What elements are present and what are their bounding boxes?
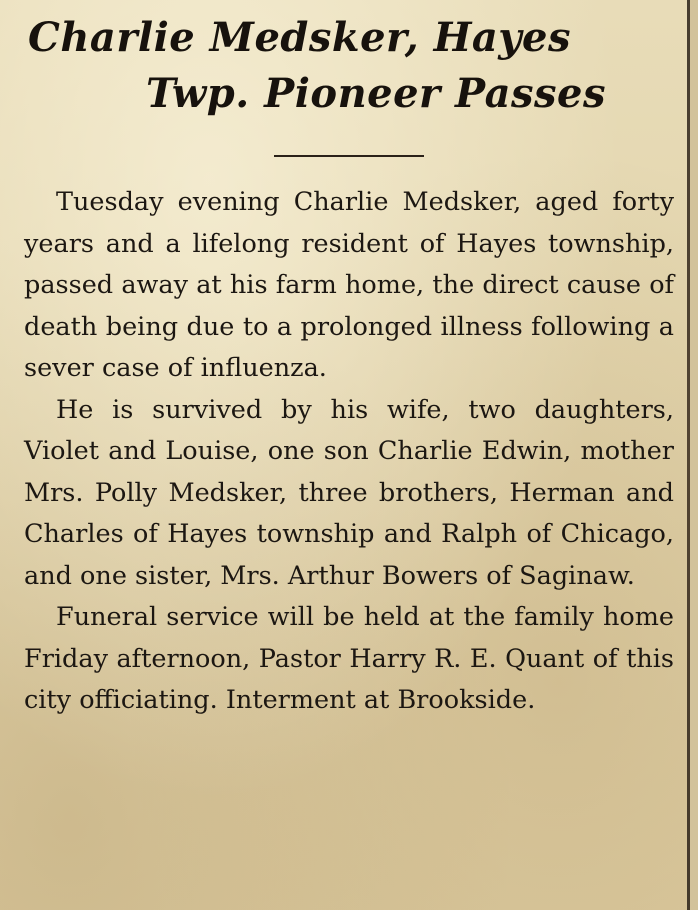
paragraph-funeral: Funeral service will be held at the family home Friday afternoon, Pastor Harry R. E. Quant of this city officiating. Interment at Brookside.	[24, 602, 674, 715]
headline-line-1: Charlie Medsker, Hayes	[28, 14, 571, 61]
paragraph-survivors: He is survived by his wife, two daughters, Violet and Louise, one son Charlie Edwin, mother Mrs. Polly Medsker, three brothers, Herman and Charles of Hayes township and Ralph of Chicago, and one sister, Mrs. Arthur Bowers of Saginaw.	[24, 394, 674, 591]
article-body	[24, 182, 674, 722]
clipping-edge	[690, 0, 698, 910]
paragraph-death-notice: Tuesday evening Charlie Medsker, aged forty years and a lifelong resident of Hayes township, passed away at his farm home, the direct cause of death being due to a prolonged illness following a sever case of influenza.	[24, 187, 674, 383]
headline-divider	[274, 155, 424, 157]
headline	[0, 10, 690, 122]
headline-line-2: Twp. Pioneer Passes	[146, 70, 606, 117]
